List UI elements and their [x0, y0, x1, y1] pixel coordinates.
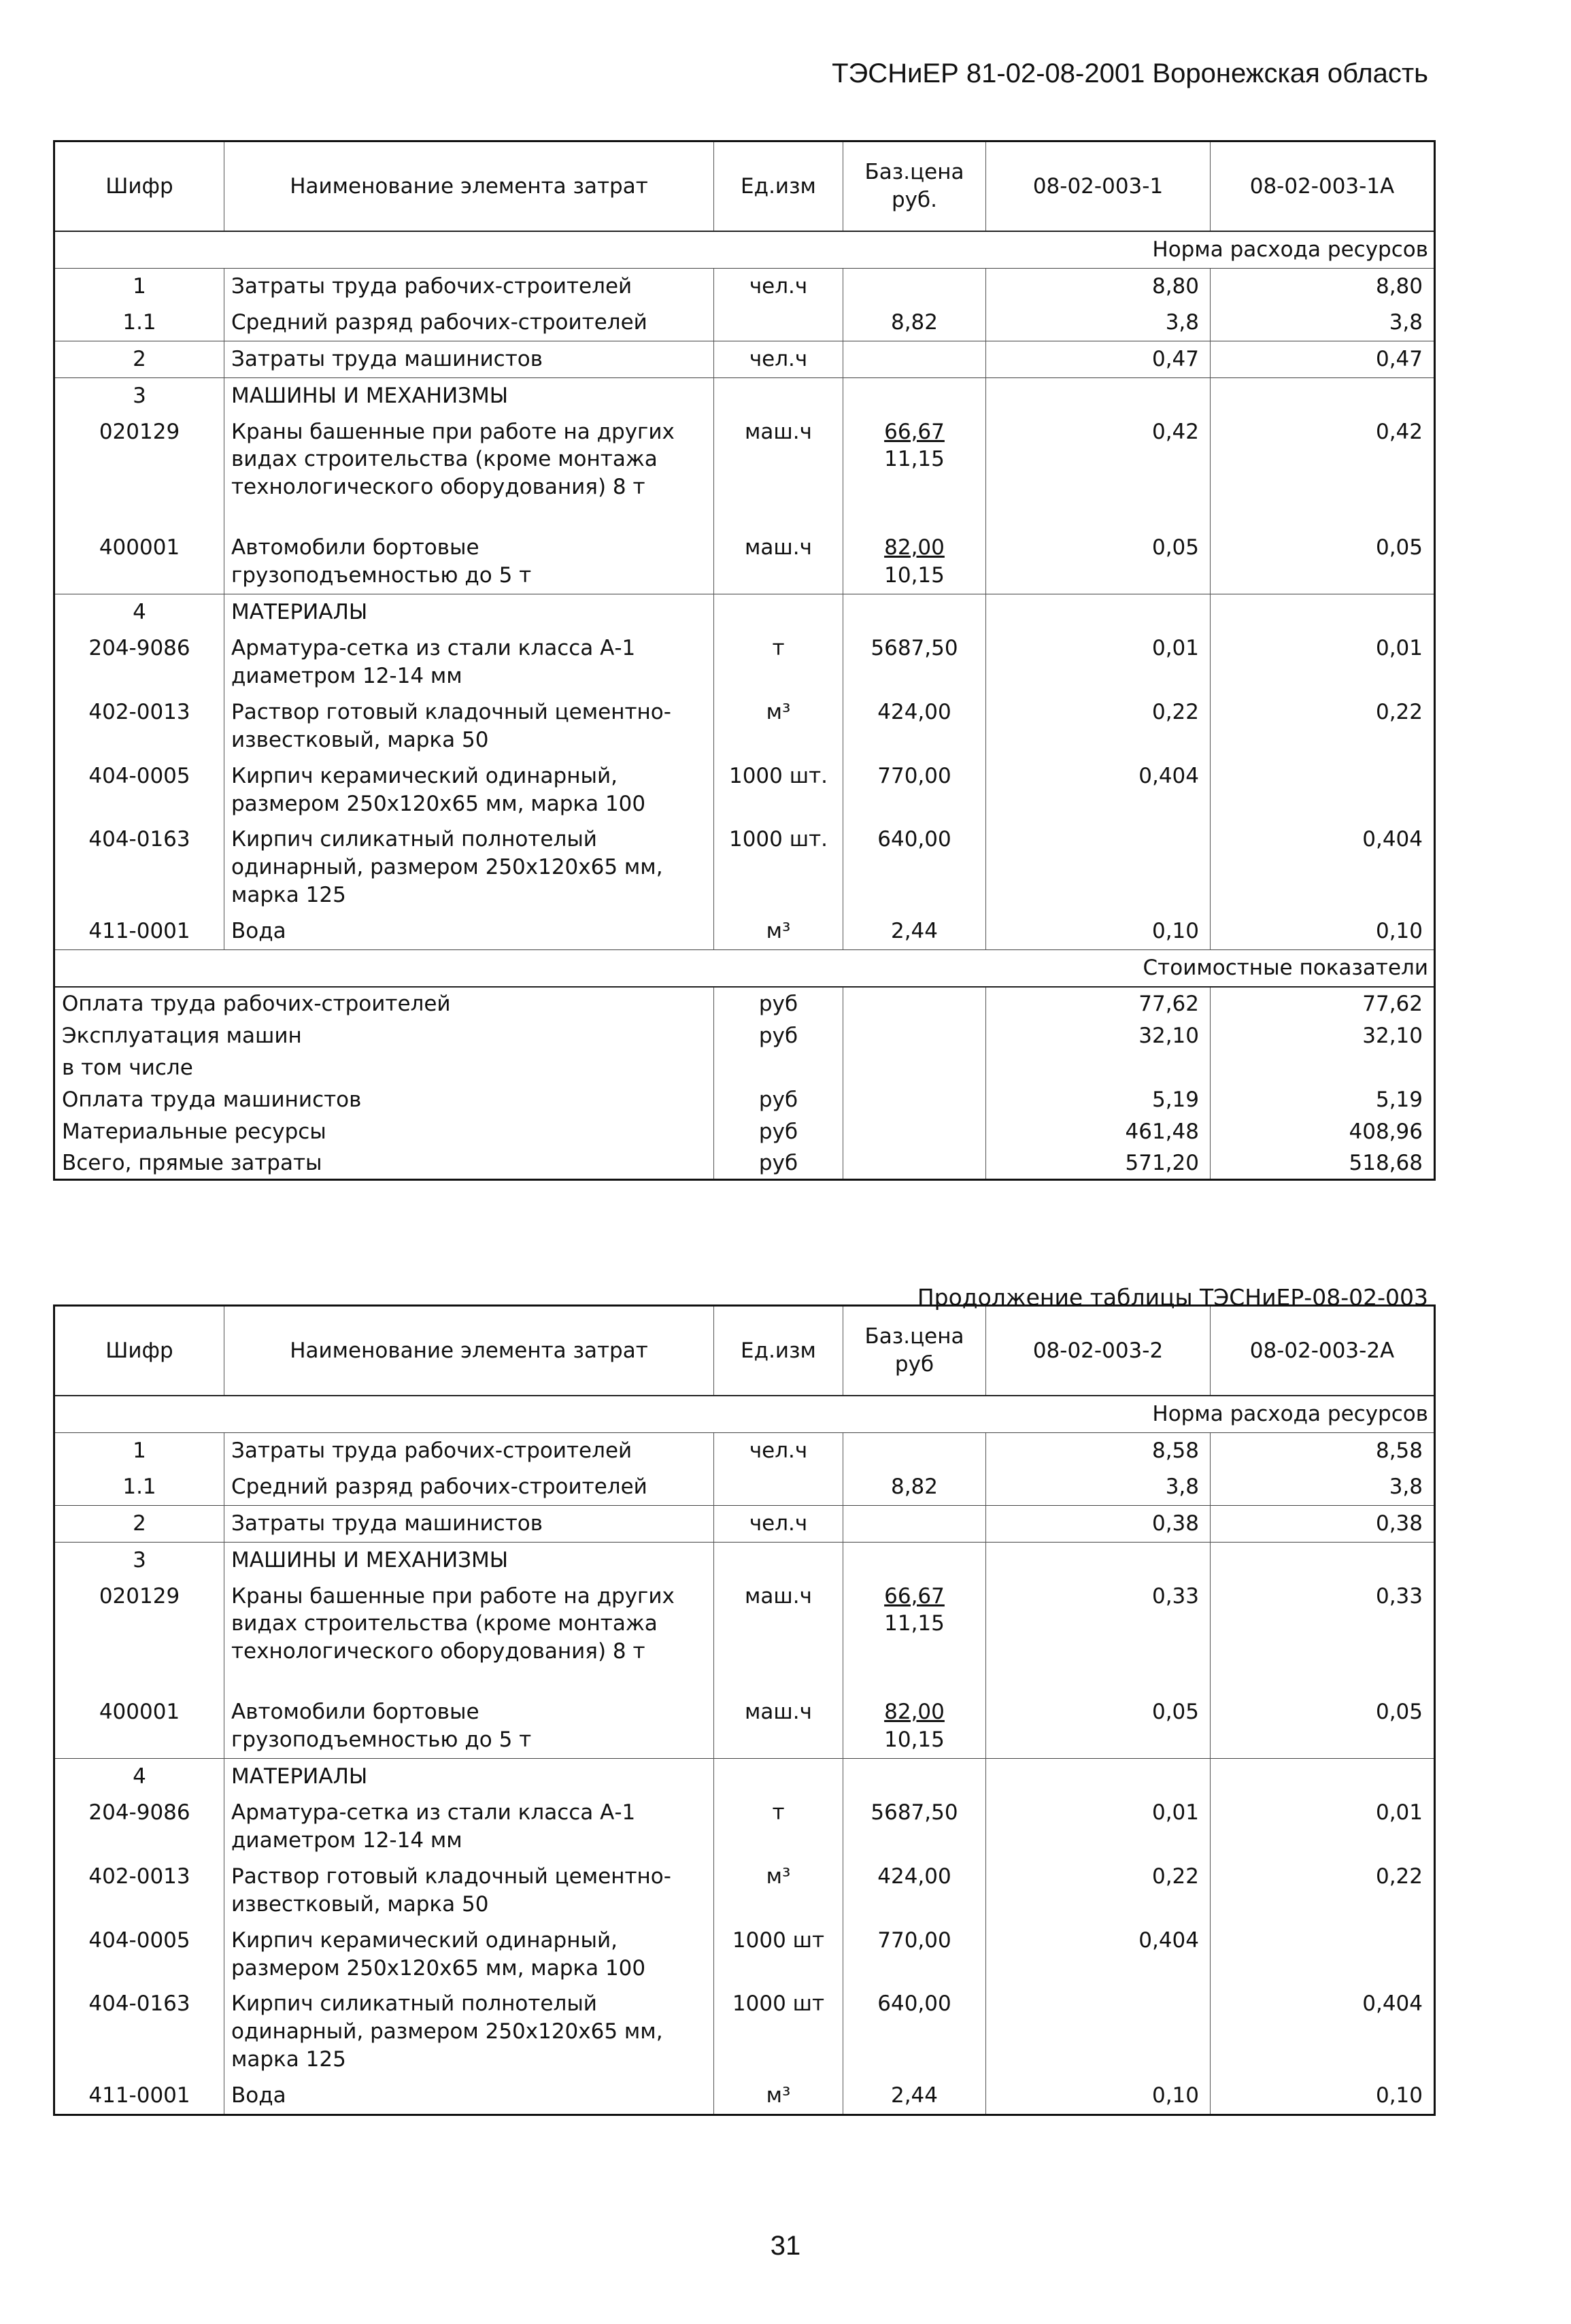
table-row: [54, 913, 1435, 949]
row-unit: [714, 1542, 843, 1578]
row-price: [843, 1923, 986, 1987]
summary-value-col1: 571,20: [986, 1147, 1211, 1179]
row-unit: 1000 шт.: [714, 822, 843, 913]
row-value-col1: 0,05: [986, 1694, 1211, 1758]
row-unit: [714, 1469, 843, 1505]
summary-value-col1: 461,48: [986, 1115, 1211, 1147]
table-body: [54, 231, 1435, 1180]
row-unit: чел.ч: [714, 1505, 843, 1542]
row-code: 4: [54, 594, 224, 630]
table-row: [54, 1795, 1435, 1859]
row-value-col2: 0,22: [1211, 1859, 1435, 1923]
table-row: [54, 758, 1435, 822]
col-header-unit: Ед.изм: [714, 1306, 843, 1396]
summary-value-col2: 518,68: [1211, 1147, 1435, 1179]
summary-value-col2: [1211, 1051, 1435, 1083]
row-price: [843, 1795, 986, 1859]
row-value-col2: 3,8: [1211, 305, 1435, 341]
row-price: [843, 758, 986, 822]
summary-name: в том числе: [62, 1055, 193, 1080]
summary-price: [843, 1115, 986, 1147]
spacer-cell: [714, 505, 843, 530]
row-value-col1: 0,47: [986, 341, 1211, 377]
row-value-col1: 3,8: [986, 1469, 1211, 1505]
summary-name: Эксплуатация машин: [62, 1023, 302, 1048]
row-code: 1: [133, 273, 146, 299]
table-row: [54, 341, 1435, 377]
row-unit: 1000 шт.: [714, 758, 843, 822]
table-row: [54, 1469, 1435, 1505]
norma-row: [54, 1396, 1435, 1432]
row-value-col1: 0,42: [986, 414, 1211, 506]
summary-unit: руб: [714, 1083, 843, 1115]
row-price-main: 2,44: [890, 2083, 939, 2108]
summary-price: [843, 1147, 986, 1179]
row-price: [843, 1579, 986, 1670]
row-price: [843, 268, 986, 304]
row-name: МАШИНЫ И МЕХАНИЗМЫ: [224, 377, 714, 414]
spacer-cell: [54, 505, 224, 530]
table-row: [54, 377, 1435, 414]
row-price: [843, 1694, 986, 1758]
row-name: Вода: [224, 2078, 714, 2115]
row-value-col2: 0,404: [1211, 822, 1435, 913]
row-unit: м³: [714, 1859, 843, 1923]
row-value-col1: 8,80: [986, 268, 1211, 304]
row-value-col1: [986, 377, 1211, 414]
summary-value-col1: 32,10: [986, 1020, 1211, 1051]
row-value-col2: 8,58: [1211, 1432, 1435, 1468]
row-unit: т: [714, 1795, 843, 1859]
row-value-col2: 0,404: [1211, 1986, 1435, 2078]
row-code: 2: [54, 341, 224, 377]
row-name: Кирпич керамический одинарный, размером 250х120х65 мм, марка 100: [224, 1923, 714, 1987]
row-value-col1: [986, 1986, 1211, 2078]
table-header-row: [54, 141, 1435, 232]
summary-value-col2: 32,10: [1211, 1020, 1435, 1051]
spacer-cell: [1211, 505, 1435, 530]
row-value-col1: 0,22: [986, 1859, 1211, 1923]
row-value-col2: [1211, 1542, 1435, 1578]
summary-value-col2: 77,62: [1211, 987, 1435, 1020]
summary-row: [54, 987, 1435, 1020]
summary-price: [843, 1051, 986, 1083]
summary-value-col1: 77,62: [986, 987, 1211, 1020]
row-unit: т: [714, 630, 843, 694]
norma-label: Норма расхода ресурсов: [54, 231, 1435, 268]
row-name: Вода: [224, 913, 714, 949]
row-name: Краны башенные при работе на других видах строительства (кроме монтажа технологического оборудования) 8 т: [224, 414, 714, 506]
row-value-col1: [986, 594, 1211, 630]
table-row: [54, 305, 1435, 341]
row-value-col2: 0,22: [1211, 694, 1435, 758]
row-price-main: 66,67: [884, 419, 945, 444]
row-price: [843, 694, 986, 758]
row-price: [843, 1505, 986, 1542]
row-value-col2: 0,47: [1211, 341, 1435, 377]
summary-price: [843, 1020, 986, 1051]
row-name: Кирпич силикатный полнотелый одинарный, размером 250х120х65 мм, марка 125: [224, 1986, 714, 2078]
row-unit: [714, 305, 843, 341]
row-value-col1: [986, 822, 1211, 913]
row-value-col1: 3,8: [986, 305, 1211, 341]
row-value-col1: 8,58: [986, 1432, 1211, 1468]
row-code: 1.1: [122, 309, 156, 335]
row-name: Средний разряд рабочих-строителей: [224, 1469, 714, 1505]
row-name: Затраты труда рабочих-строителей: [224, 1432, 714, 1468]
col-header-name: Наименование элемента затрат: [224, 141, 714, 232]
row-price: [843, 822, 986, 913]
row-unit: маш.ч: [714, 1579, 843, 1670]
spacer-cell: [714, 1670, 843, 1694]
row-price-main: 424,00: [877, 699, 951, 724]
row-name: Кирпич керамический одинарный, размером 250х120х65 мм, марка 100: [224, 758, 714, 822]
row-value-col2: [1211, 1923, 1435, 1987]
row-code: 3: [54, 1542, 224, 1578]
row-code: 402-0013: [88, 699, 190, 724]
row-name: Арматура-сетка из стали класса А-1 диаметром 12-14 мм: [224, 630, 714, 694]
spacer-cell: [1211, 1670, 1435, 1694]
row-price: [843, 1432, 986, 1468]
row-price: [843, 341, 986, 377]
table-row: [54, 1759, 1435, 1795]
row-unit: чел.ч: [714, 1432, 843, 1468]
summary-name: Оплата труда машинистов: [62, 1087, 362, 1112]
row-value-col2: 0,10: [1211, 2078, 1435, 2115]
row-value-col1: 0,404: [986, 1923, 1211, 1987]
row-code: 204-9086: [88, 1800, 190, 1825]
summary-unit: руб: [714, 1020, 843, 1051]
row-name: Раствор готовый кладочный цементно-известковый, марка 50: [224, 1859, 714, 1923]
row-value-col1: 0,404: [986, 758, 1211, 822]
row-value-col1: 0,33: [986, 1579, 1211, 1670]
row-value-col2: [1211, 758, 1435, 822]
table-row: [54, 1859, 1435, 1923]
norma-row: [54, 231, 1435, 268]
row-price: [843, 913, 986, 949]
spacer-row: [54, 1670, 1435, 1694]
row-code: 404-0163: [88, 1991, 190, 2017]
row-unit: [714, 1759, 843, 1795]
row-unit: [714, 594, 843, 630]
page-number: 31: [770, 2231, 801, 2261]
row-value-col2: 0,05: [1211, 530, 1435, 594]
row-value-col2: [1211, 377, 1435, 414]
row-price-main: 770,00: [877, 1927, 951, 1953]
col-header-code: Шифр: [54, 141, 224, 232]
row-name: Кирпич силикатный полнотелый одинарный, размером 250х120х65 мм, марка 125: [224, 822, 714, 913]
row-price: [843, 630, 986, 694]
summary-value-col1: [986, 1051, 1211, 1083]
row-code: 1.1: [122, 1474, 156, 1499]
row-code: 404-0005: [88, 763, 190, 788]
summary-price: [843, 987, 986, 1020]
col-header-col1: 08-02-003-2: [986, 1306, 1211, 1396]
spacer-cell: [224, 505, 714, 530]
row-unit: [714, 377, 843, 414]
row-code: 402-0013: [88, 1864, 190, 1889]
row-price-main: 2,44: [890, 919, 939, 944]
spacer-cell: [843, 505, 986, 530]
row-name: МАШИНЫ И МЕХАНИЗМЫ: [224, 1542, 714, 1578]
table-row: [54, 594, 1435, 630]
row-price: [843, 530, 986, 594]
row-code: 411-0001: [88, 2083, 190, 2108]
row-unit: 1000 шт: [714, 1986, 843, 2078]
row-code: 020129: [99, 1583, 180, 1609]
cost-label-row: [54, 950, 1435, 987]
row-code: 400001: [99, 1700, 180, 1725]
row-unit: 1000 шт: [714, 1923, 843, 1987]
row-unit: чел.ч: [714, 268, 843, 304]
row-unit: маш.ч: [714, 530, 843, 594]
row-price-main: 5687,50: [871, 1800, 958, 1825]
row-code: 404-0163: [88, 827, 190, 852]
row-code: 204-9086: [88, 635, 190, 660]
summary-name: Материальные ресурсы: [62, 1119, 326, 1144]
row-name: Средний разряд рабочих-строителей: [224, 305, 714, 341]
row-price-main: 82,00: [884, 1700, 945, 1725]
summary-name: Всего, прямые затраты: [62, 1151, 322, 1176]
table-row: [54, 2078, 1435, 2115]
row-name: Автомобили бортовые грузоподъемностью до 5 т: [224, 530, 714, 594]
spacer-row: [54, 505, 1435, 530]
summary-unit: руб: [714, 1115, 843, 1147]
row-unit: м³: [714, 694, 843, 758]
row-price: [843, 1469, 986, 1505]
row-price: [843, 414, 986, 506]
row-value-col2: 8,80: [1211, 268, 1435, 304]
table-row: [54, 1432, 1435, 1468]
row-value-col2: [1211, 1759, 1435, 1795]
row-value-col2: 0,05: [1211, 1694, 1435, 1758]
summary-row: [54, 1020, 1435, 1051]
spacer-cell: [986, 1670, 1211, 1694]
row-price: [843, 2078, 986, 2115]
row-price-main: 640,00: [877, 827, 951, 852]
table-header-row: [54, 1306, 1435, 1396]
summary-value-col2: 5,19: [1211, 1083, 1435, 1115]
resource-table-2: [53, 1304, 1436, 2116]
row-value-col1: 0,01: [986, 630, 1211, 694]
row-value-col1: 0,10: [986, 2078, 1211, 2115]
continuation-caption: Продолжение таблицы ТЭСНиЕР-08-02-003: [917, 1284, 1428, 1311]
row-value-col2: 3,8: [1211, 1469, 1435, 1505]
summary-row: [54, 1115, 1435, 1147]
row-price-main: 8,82: [890, 309, 939, 335]
row-name: Затраты труда рабочих-строителей: [224, 268, 714, 304]
table-row: [54, 1986, 1435, 2078]
col-header-col2: 08-02-003-2A: [1211, 1306, 1435, 1396]
summary-unit: [714, 1051, 843, 1083]
row-code: 1: [133, 1438, 146, 1463]
row-value-col1: 0,38: [986, 1505, 1211, 1542]
row-value-col1: 0,01: [986, 1795, 1211, 1859]
row-code: 411-0001: [88, 919, 190, 944]
summary-row: [54, 1083, 1435, 1115]
row-price-secondary: 10,15: [884, 1728, 945, 1753]
table-row: [54, 1694, 1435, 1758]
row-value-col2: 0,33: [1211, 1579, 1435, 1670]
row-value-col2: 0,01: [1211, 1795, 1435, 1859]
norma-label: Норма расхода ресурсов: [54, 1396, 1435, 1432]
row-code: 020129: [99, 419, 180, 444]
row-price-secondary: 11,15: [884, 1611, 945, 1636]
row-value-col2: 0,42: [1211, 414, 1435, 506]
row-price: [843, 1859, 986, 1923]
summary-value-col2: 408,96: [1211, 1115, 1435, 1147]
col-header-code: Шифр: [54, 1306, 224, 1396]
summary-name: Оплата труда рабочих-строителей: [62, 991, 451, 1016]
table-row: [54, 1542, 1435, 1578]
row-unit: м³: [714, 2078, 843, 2115]
table-row: [54, 1579, 1435, 1670]
row-name: Затраты труда машинистов: [224, 341, 714, 377]
col-header-unit: Ед.изм: [714, 141, 843, 232]
table-row: [54, 1505, 1435, 1542]
row-code: 404-0005: [88, 1927, 190, 1953]
row-code: 4: [54, 1759, 224, 1795]
row-price: [843, 377, 986, 414]
row-value-col1: 0,10: [986, 913, 1211, 949]
row-value-col2: 0,38: [1211, 1505, 1435, 1542]
table-row: [54, 630, 1435, 694]
row-price: [843, 1542, 986, 1578]
row-name: Затраты труда машинистов: [224, 1505, 714, 1542]
row-name: МАТЕРИАЛЫ: [224, 594, 714, 630]
resource-table-1: [53, 140, 1436, 1181]
row-price-main: 8,82: [890, 1474, 939, 1499]
table-row: [54, 414, 1435, 506]
row-code: 400001: [99, 535, 180, 560]
row-price-main: 82,00: [884, 535, 945, 560]
table-body: [54, 1396, 1435, 2115]
spacer-cell: [224, 1670, 714, 1694]
table-row: [54, 530, 1435, 594]
row-code: 3: [54, 377, 224, 414]
spacer-cell: [54, 1670, 224, 1694]
summary-unit: руб: [714, 987, 843, 1020]
row-name: Арматура-сетка из стали класса А-1 диаметром 12-14 мм: [224, 1795, 714, 1859]
row-price-main: 66,67: [884, 1583, 945, 1609]
col-header-base-price: Баз.цена руб.: [843, 141, 986, 232]
cost-label: Стоимостные показатели: [54, 950, 1435, 987]
table-row: [54, 822, 1435, 913]
row-price: [843, 594, 986, 630]
summary-row: [54, 1051, 1435, 1083]
col-header-col2: 08-02-003-1A: [1211, 141, 1435, 232]
summary-unit: руб: [714, 1147, 843, 1179]
row-name: МАТЕРИАЛЫ: [224, 1759, 714, 1795]
row-value-col1: [986, 1542, 1211, 1578]
row-price-secondary: 11,15: [884, 447, 945, 472]
row-name: Краны башенные при работе на других видах строительства (кроме монтажа технологического оборудования) 8 т: [224, 1579, 714, 1670]
row-name: Раствор готовый кладочный цементно-известковый, марка 50: [224, 694, 714, 758]
spacer-cell: [843, 1670, 986, 1694]
row-price-main: 770,00: [877, 763, 951, 788]
row-price-secondary: 10,15: [884, 563, 945, 588]
row-code: 2: [54, 1505, 224, 1542]
row-value-col1: 0,05: [986, 530, 1211, 594]
row-unit: маш.ч: [714, 1694, 843, 1758]
row-unit: м³: [714, 913, 843, 949]
table-row: [54, 268, 1435, 304]
spacer-cell: [986, 505, 1211, 530]
row-price-main: 424,00: [877, 1864, 951, 1889]
col-header-base-price: Баз.цена руб: [843, 1306, 986, 1396]
table-row: [54, 1923, 1435, 1987]
col-header-col1: 08-02-003-1: [986, 141, 1211, 232]
row-value-col1: [986, 1759, 1211, 1795]
row-price: [843, 305, 986, 341]
row-value-col2: 0,10: [1211, 913, 1435, 949]
row-value-col2: 0,01: [1211, 630, 1435, 694]
table-row: [54, 694, 1435, 758]
summary-value-col1: 5,19: [986, 1083, 1211, 1115]
col-header-name: Наименование элемента затрат: [224, 1306, 714, 1396]
summary-row: [54, 1147, 1435, 1179]
summary-price: [843, 1083, 986, 1115]
row-price: [843, 1759, 986, 1795]
row-price: [843, 1986, 986, 2078]
row-price-main: 640,00: [877, 1991, 951, 2017]
row-value-col1: 0,22: [986, 694, 1211, 758]
page-header-title: ТЭСНиЕР 81-02-08-2001 Воронежская область: [832, 58, 1428, 88]
row-unit: маш.ч: [714, 414, 843, 506]
row-unit: чел.ч: [714, 341, 843, 377]
row-name: Автомобили бортовые грузоподъемностью до 5 т: [224, 1694, 714, 1758]
row-value-col2: [1211, 594, 1435, 630]
row-price-main: 5687,50: [871, 635, 958, 660]
